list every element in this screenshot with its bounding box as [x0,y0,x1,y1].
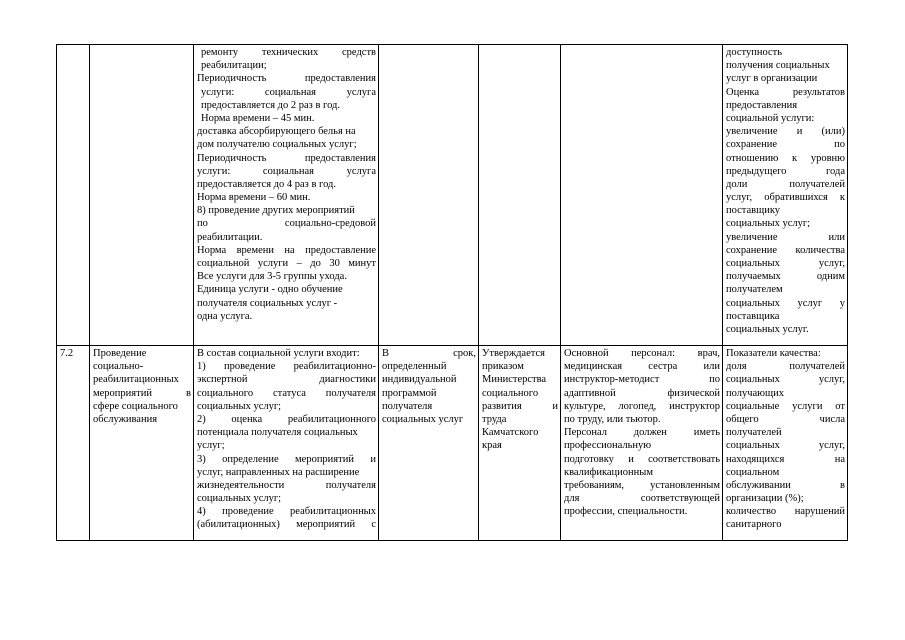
text-line: находящихся на [726,453,845,465]
text-line: социальных услуг, [726,440,845,452]
text-line: доли получателей [726,178,845,190]
text-line: Периодичность предоставления [197,73,376,85]
text-line: Проведение [93,348,147,359]
text-line: услуг; [197,440,225,452]
row-number [60,46,87,59]
text-line: социальном [726,466,780,478]
text-line: социальных услуг, [726,258,845,269]
cell-number [57,346,90,541]
text-line: Утверждается [482,348,545,359]
text-line: подготовку и соответствовать [564,453,720,465]
text-line: санитарного [726,519,782,531]
text-line: обслуживании в [726,479,845,491]
text-line: организации (%); [726,493,804,505]
text-line: В состав социальной услуги входит: [197,348,360,359]
text-line: 2) оценка реабилитационного [197,413,376,425]
text-line: Норма времени – 45 мин. [201,112,315,124]
text-line: доступность [726,47,783,58]
text-line: социальных услуг; [197,400,282,412]
text-line: предоставления [726,99,798,111]
text-line: Периодичность предоставления [197,152,376,164]
text-line: профессии, специальности. [564,506,688,518]
text-line: обслуживания [93,413,158,425]
text-line: общего числа [726,413,845,425]
text-line: предоставляется до 2 раз в год. [201,99,340,111]
text-line: В срок, [382,348,476,359]
text-line: поставщику [726,205,781,217]
text-line: Министерства [482,374,547,386]
text-line: получателя социальных услуг - [197,297,338,309]
cell-quality [723,45,848,346]
text-line: социальных услуг; [726,218,811,230]
text-line: получения социальных [726,60,830,72]
text-line: Все услуги для 3-5 группы ухода. [197,271,347,283]
text-line: дом получателю социальных услуг; [197,139,357,151]
text-line: сохранение по [726,139,845,151]
row-number: 7.2 [60,348,74,359]
text-line: культуре, логопед, инструктор [564,400,720,412]
table-row [57,45,848,346]
cell-service-content [194,346,379,541]
cell-staff [561,346,723,541]
text-line: предыдущего года [726,165,845,177]
text-line: реабилитационных [93,374,179,386]
cell-number [57,45,90,346]
text-line: социальных услуг, [726,374,845,386]
cell-service-content [194,45,379,346]
text-line: получателя [382,400,433,412]
cell-quality [723,346,848,541]
text-line: сохранение количества [726,244,845,256]
text-line: 3) определение мероприятий и [197,453,376,465]
cell-standard [479,346,561,541]
text-line: реабилитации; [201,60,267,72]
text-line: Персонал должен иметь [564,427,720,439]
text-line: по социально-средовой [197,218,376,230]
text-line: 8) проведение других мероприятий [197,205,355,217]
text-line: потенциала получателя социальных [197,427,358,439]
text-line: поставщика [726,310,780,322]
text-line: социальных услуг у [726,297,845,309]
text-line: получателей [726,427,782,439]
cell-service-name [90,45,194,346]
cell-term [379,45,479,346]
text-line: увеличение и (или) [726,126,845,138]
text-line: реабилитации. [197,231,263,243]
text-line: 4) проведение реабилитационных [197,506,376,518]
text-line: социального статуса получателя [197,387,376,399]
cell-term [379,346,479,541]
text-line: услуг, направленных на расширение [197,466,360,478]
text-line: требованиям, установленным [564,479,720,491]
cell-staff [561,45,723,346]
text-line: Основной персонал: врач, [564,348,720,359]
text-line: Единица услуги - одно обучение [197,284,343,296]
text-line: по труду, или тьютор. [564,413,661,425]
text-line: Показатели качества: [726,348,821,359]
text-line: инструктор-методист по [564,374,720,386]
text-line: получателем [726,284,783,296]
text-line: медицинская сестра или [564,361,720,373]
text-line: получаемых одним [726,271,845,283]
text-line: доставка абсорбирующего белья на [197,126,356,138]
text-line: квалификационным [564,466,653,478]
text-line: (абилитационных) мероприятий с [197,519,376,531]
cell-service-name [90,346,194,541]
services-table [56,44,848,541]
text-line: индивидуальной [382,374,457,386]
text-line: социальной услуги – до 30 минут [197,258,376,269]
text-line: социально- [93,361,144,373]
text-line: края [482,440,502,452]
text-line: социальные услуги от [726,400,845,412]
text-line: услуги: социальная услуга [197,165,376,177]
text-line: одна услуга. [197,310,253,322]
text-line: развития и [482,400,558,412]
cell-standard [479,45,561,346]
text-line: услуг в организации [726,73,818,85]
text-line: Норма времени на предоставление [197,244,376,256]
text-line: количество нарушений [726,506,845,518]
text-line: ремонту технических средств [201,47,376,58]
text-line: адаптивной физической [564,387,720,399]
text-line: предоставляется до 4 раз в год. [197,178,336,190]
text-line: труда [482,413,507,425]
text-line: мероприятий в [93,387,191,399]
text-line: получающих [726,387,784,399]
text-line: услуг, обратившихся к [726,192,845,204]
text-line: Камчатского [482,427,539,439]
text-line: экспертной диагностики [197,374,376,386]
text-line: определенный [382,361,447,373]
text-line: для соответствующей [564,493,720,505]
text-line: Оценка результатов [726,86,845,98]
text-line: приказом [482,361,524,373]
text-line: отношению к уровню [726,152,845,164]
text-line: услуги: социальная услуга [201,86,376,98]
text-line: доля получателей [726,361,845,373]
text-line: 1) проведение реабилитационно- [197,361,376,373]
text-line: увеличение или [726,231,845,243]
text-line: профессиональную [564,440,652,452]
text-line: социальных услуг. [726,323,809,335]
text-line: Норма времени – 60 мин. [197,192,311,204]
text-line: социальной услуги: [726,112,815,124]
text-line: жизнедеятельности получателя [197,479,376,491]
text-line: социальных услуг; [197,493,282,505]
table-row [57,346,848,541]
text-line: программой [382,387,437,399]
text-line: социальных услуг [382,413,464,425]
text-line: сфере социального [93,400,178,412]
text-line: социального [482,387,539,399]
